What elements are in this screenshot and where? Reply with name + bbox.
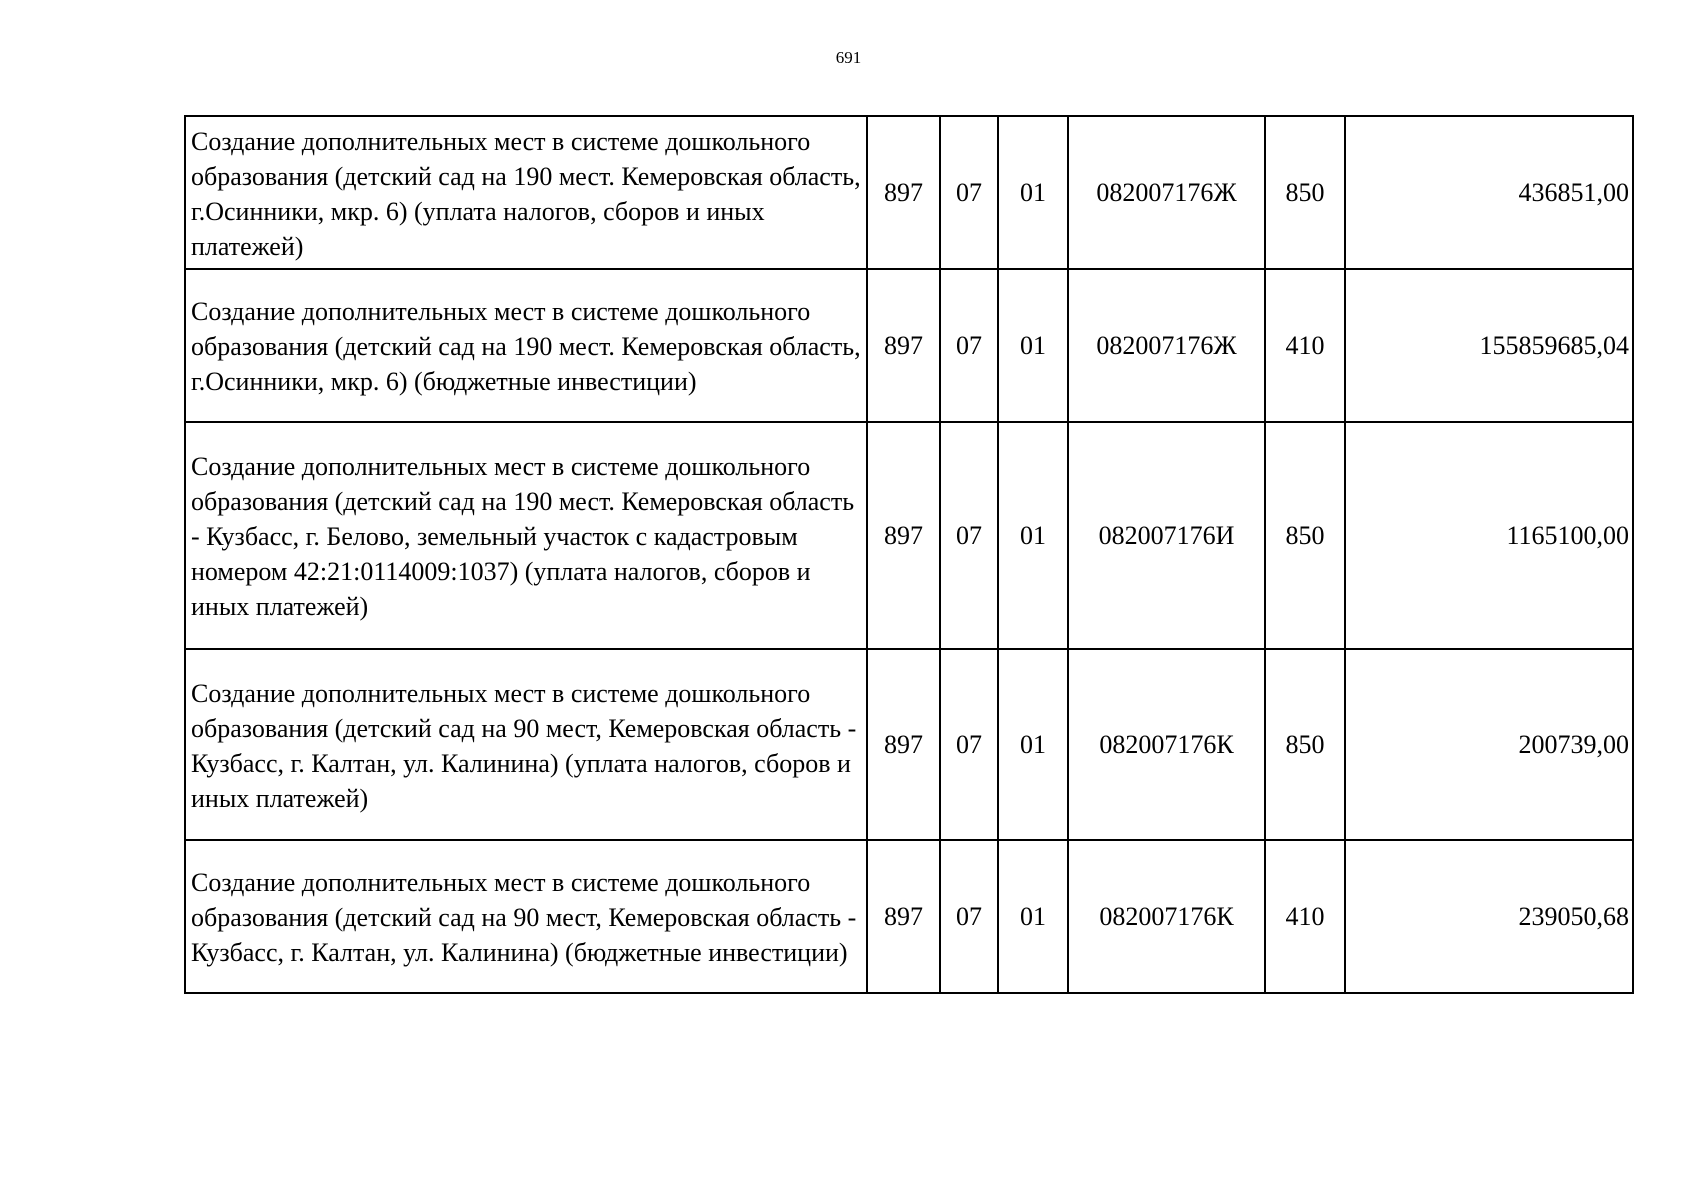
row-amount: 436851,00 xyxy=(1345,116,1633,269)
row-subsection-code: 01 xyxy=(998,116,1068,269)
row-expense-type: 850 xyxy=(1265,649,1345,840)
row-subsection-code: 01 xyxy=(998,840,1068,993)
budget-table xyxy=(184,115,1634,994)
table-row xyxy=(185,422,1633,649)
row-amount: 155859685,04 xyxy=(1345,269,1633,422)
table-row xyxy=(185,649,1633,840)
row-section-code: 07 xyxy=(940,840,998,993)
row-section-code: 07 xyxy=(940,269,998,422)
row-description: Создание дополнительных мест в системе дошкольного образования (детский сад на 90 мест, Кемеровская область - Кузбасс, г. Калтан, ул. Калинина) (бюджетные инвестиции) xyxy=(185,840,867,993)
row-expense-type: 410 xyxy=(1265,840,1345,993)
row-description: Создание дополнительных мест в системе дошкольного образования (детский сад на 90 мест, Кемеровская область - Кузбасс, г. Калтан, ул. Калинина) (уплата налогов, сборов и иных платежей) xyxy=(185,649,867,840)
row-expense-type: 850 xyxy=(1265,422,1345,649)
row-amount: 200739,00 xyxy=(1345,649,1633,840)
row-section-code: 07 xyxy=(940,649,998,840)
row-section-code: 07 xyxy=(940,422,998,649)
row-ministry-code: 897 xyxy=(867,649,940,840)
row-target-article: 082007176К xyxy=(1068,649,1265,840)
row-description: Создание дополнительных мест в системе дошкольного образования (детский сад на 190 мест. Кемеровская область - Кузбасс, г. Белово, земельный участок с кадастровым номером 42:21:0114009:1037) (уплата налогов, сборов и иных платежей) xyxy=(185,422,867,649)
row-ministry-code: 897 xyxy=(867,422,940,649)
row-target-article: 082007176И xyxy=(1068,422,1265,649)
row-target-article: 082007176К xyxy=(1068,840,1265,993)
table-row xyxy=(185,269,1633,422)
row-target-article: 082007176Ж xyxy=(1068,116,1265,269)
row-ministry-code: 897 xyxy=(867,116,940,269)
row-expense-type: 410 xyxy=(1265,269,1345,422)
row-target-article: 082007176Ж xyxy=(1068,269,1265,422)
row-amount: 1165100,00 xyxy=(1345,422,1633,649)
row-ministry-code: 897 xyxy=(867,840,940,993)
table-row xyxy=(185,116,1633,269)
row-amount: 239050,68 xyxy=(1345,840,1633,993)
row-subsection-code: 01 xyxy=(998,422,1068,649)
row-description: Создание дополнительных мест в системе дошкольного образования (детский сад на 190 мест. Кемеровская область, г.Осинники, мкр. 6) (уплата налогов, сборов и иных платежей) xyxy=(185,116,867,269)
row-section-code: 07 xyxy=(940,116,998,269)
row-expense-type: 850 xyxy=(1265,116,1345,269)
row-subsection-code: 01 xyxy=(998,269,1068,422)
table-row xyxy=(185,840,1633,993)
row-subsection-code: 01 xyxy=(998,649,1068,840)
row-description: Создание дополнительных мест в системе дошкольного образования (детский сад на 190 мест. Кемеровская область, г.Осинники, мкр. 6) (бюджетные инвестиции) xyxy=(185,269,867,422)
page-number: 691 xyxy=(835,48,862,67)
row-ministry-code: 897 xyxy=(867,269,940,422)
